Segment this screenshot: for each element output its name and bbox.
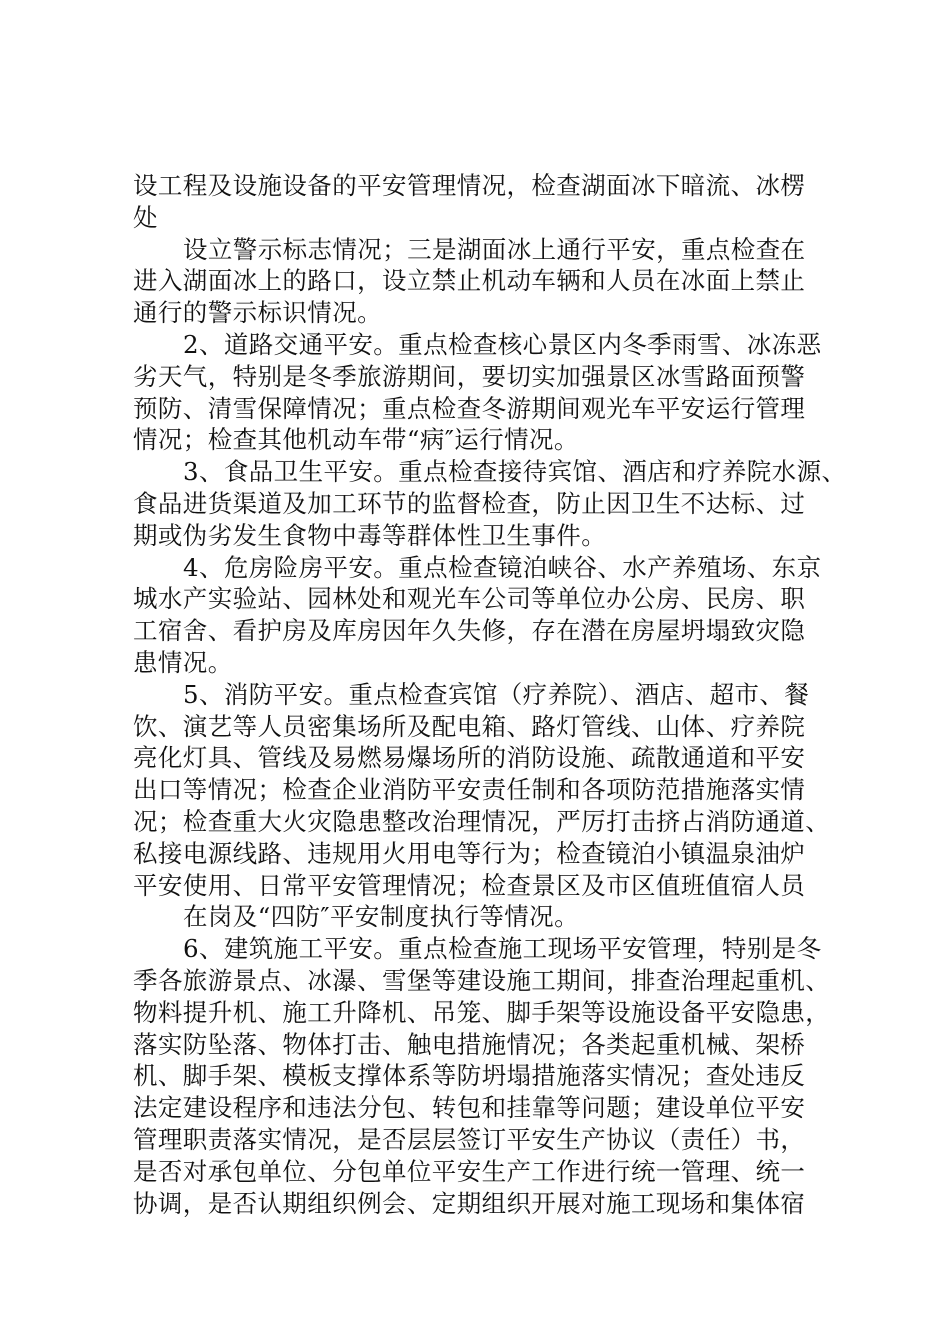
text-line: 私接电源线路、违规用火用电等行为；检查镜泊小镇温泉油炉 xyxy=(133,838,806,868)
text-line: 饮、演艺等人员密集场所及配电箱、路灯管线、山体、疗养院 xyxy=(133,711,806,741)
text-line: 工宿舍、看护房及库房因年久失修，存在潜在房屋坍塌致灾隐 xyxy=(133,616,806,646)
text-line: 3、食品卫生平安。重点检查接待宾馆、酒店和疗养院水源、 xyxy=(183,457,847,487)
text-line: 是否对承包单位、分包单位平安生产工作进行统一管理、统一 xyxy=(133,1156,806,1186)
text-line: 患情况。 xyxy=(133,647,233,677)
text-line: 亮化灯具、管线及易燃易爆场所的消防设施、疏散通道和平安 xyxy=(133,743,806,773)
text-line: 5、消防平安。重点检查宾馆（疗养院）、酒店、超市、餐 xyxy=(183,679,810,709)
text-line: 物料提升机、施工升降机、吊笼、脚手架等设施设备平安隐患， xyxy=(133,997,831,1027)
text-line: 管理职责落实情况，是否层层签订平安生产协议（责任）书， xyxy=(133,1124,806,1154)
text-line: 在岗及“四防″平安制度执行等情况。 xyxy=(183,902,579,932)
text-line: 机、脚手架、模板支撑体系等防坍塌措施落实情况；查处违反 xyxy=(133,1061,806,1091)
text-line: 情况；检查其他机动车带“病″运行情况。 xyxy=(133,425,579,455)
text-line: 处 xyxy=(133,202,158,232)
text-line: 进入湖面冰上的路口，设立禁止机动车辆和人员在冰面上禁止 xyxy=(133,266,806,296)
text-line: 通行的警示标识情况。 xyxy=(133,298,382,328)
text-line: 劣天气，特别是冬季旅游期间，要切实加强景区冰雪路面预警 xyxy=(133,361,806,391)
text-line: 设立警示标志情况；三是湖面冰上通行平安，重点检查在 xyxy=(183,234,806,264)
text-line: 预防、清雪保障情况；重点检查冬游期间观光车平安运行管理 xyxy=(133,393,806,423)
text-line: 2、道路交通平安。重点检查核心景区内冬季雨雪、冰冻恶 xyxy=(183,329,822,359)
text-line: 6、建筑施工平安。重点检查施工现场平安管理，特别是冬 xyxy=(183,934,822,964)
text-line: 季各旅游景点、冰瀑、雪堡等建设施工期间，排查治理起重机、 xyxy=(133,965,831,995)
text-line: 城水产实验站、园林处和观光车公司等单位办公房、民房、职 xyxy=(133,584,806,614)
text-line: 食品进货渠道及加工环节的监督检查，防止因卫生不达标、过 xyxy=(133,488,806,518)
text-line: 法定建设程序和违法分包、转包和挂靠等问题；建设单位平安 xyxy=(133,1093,806,1123)
text-line: 平安使用、日常平安管理情况；检查景区及市区值班值宿人员 xyxy=(133,870,806,900)
text-line: 设工程及设施设备的平安管理情况，检查湖面冰下暗流、冰楞 xyxy=(133,171,806,200)
text-line: 出口等情况；检查企业消防平安责任制和各项防范措施落实情 xyxy=(133,775,806,805)
text-line: 期或伪劣发生食物中毒等群体性卫生事件。 xyxy=(133,520,607,550)
text-line: 况；检查重大火灾隐患整改治理情况，严厉打击挤占消防通道、 xyxy=(133,806,831,836)
text-line: 4、危房险房平安。重点检查镜泊峡谷、水产养殖场、东京 xyxy=(183,552,822,582)
document-body-text xyxy=(133,170,847,1219)
text-line: 落实防坠落、物体打击、触电措施情况；各类起重机械、架桥 xyxy=(133,1029,806,1059)
text-line: 协调，是否认期组织例会、定期组织开展对施工现场和集体宿 xyxy=(133,1188,806,1218)
